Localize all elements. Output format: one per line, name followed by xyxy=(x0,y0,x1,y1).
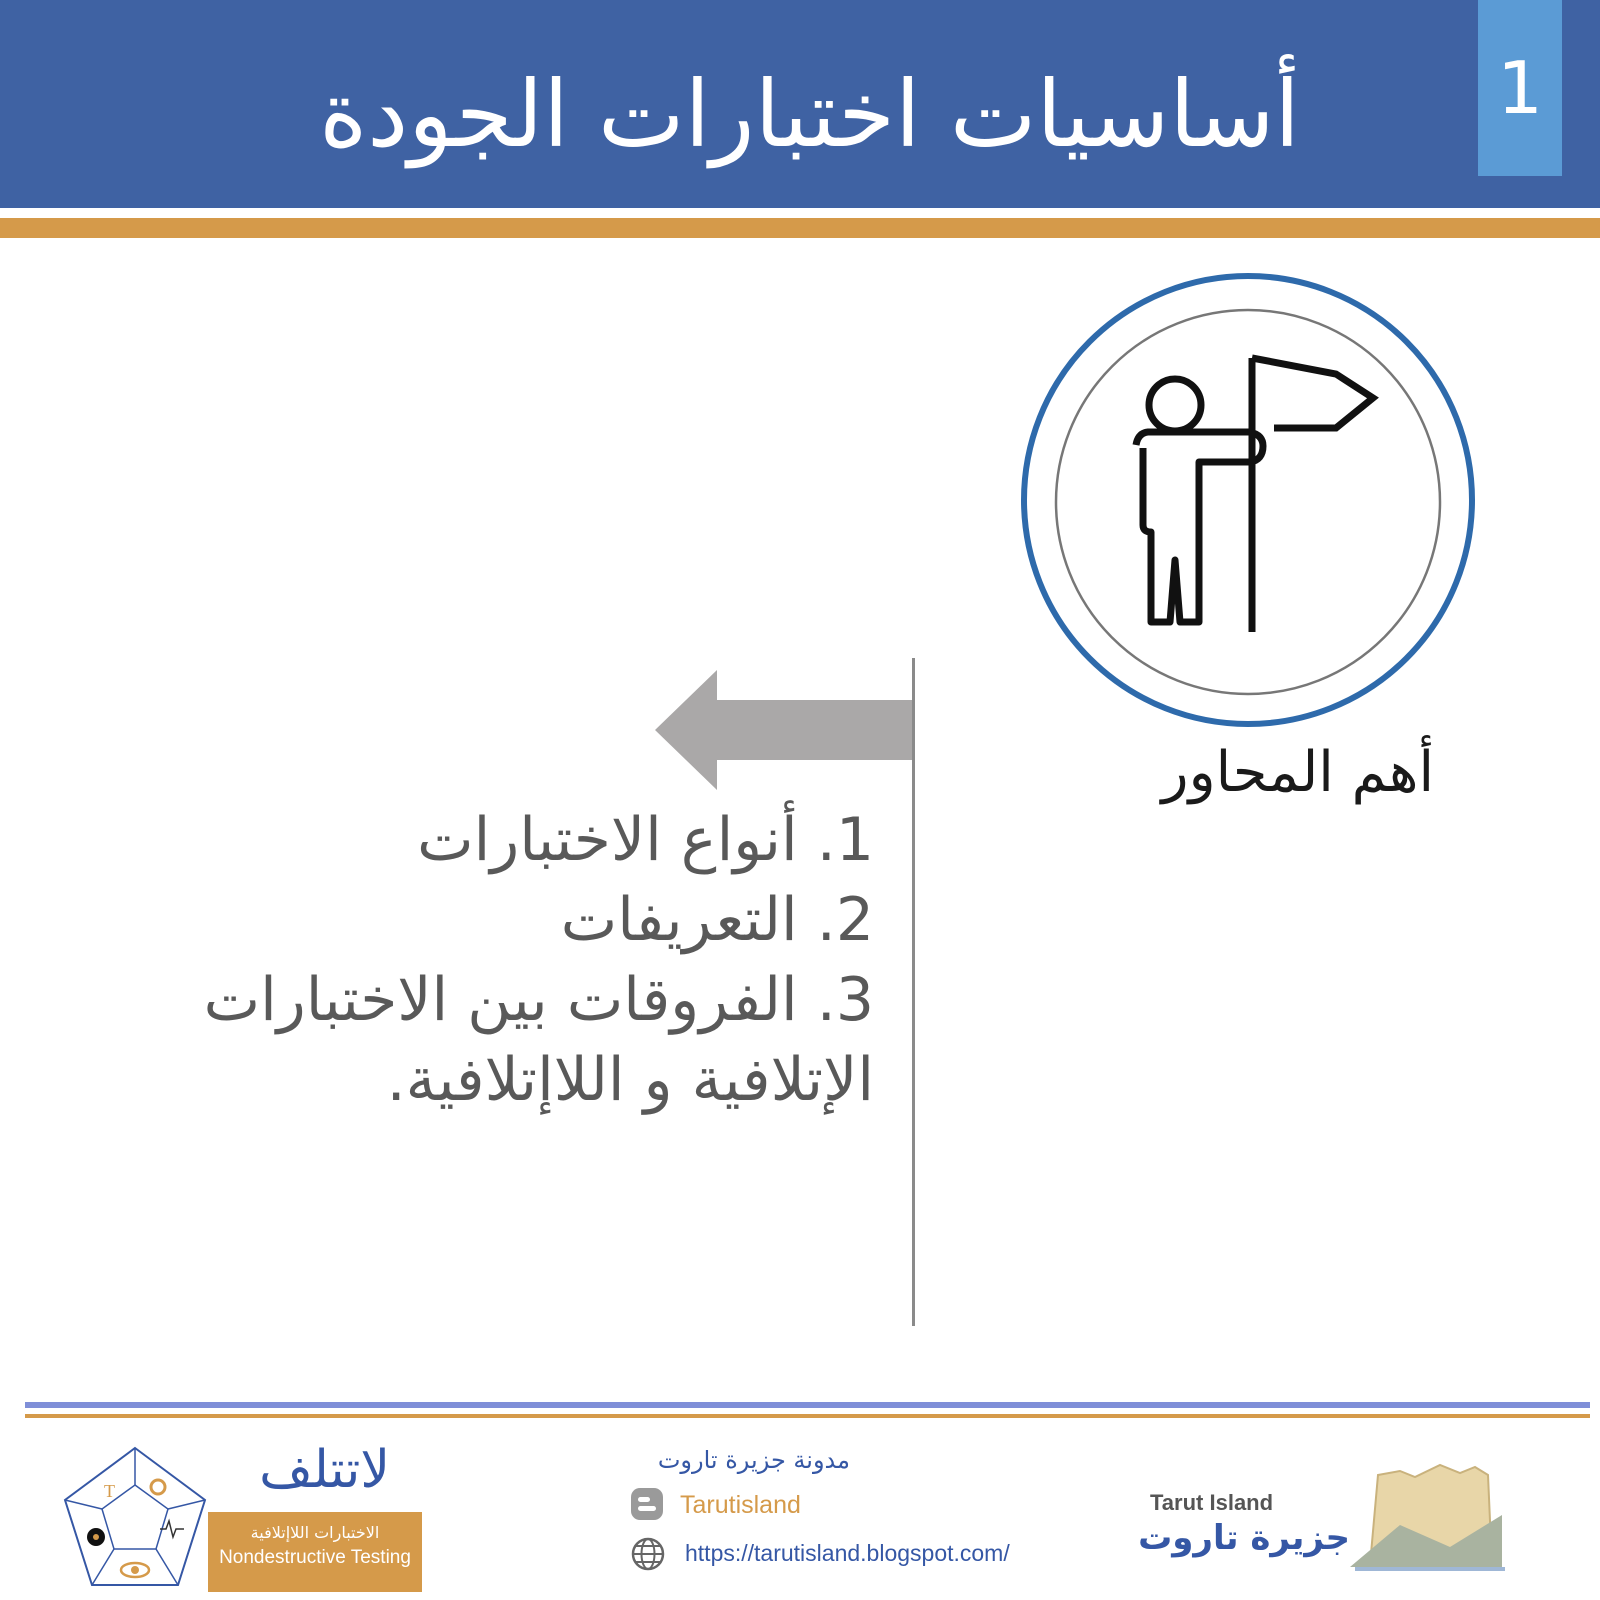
topics-list xyxy=(174,800,874,1120)
header-gap xyxy=(0,208,1600,218)
page-title: أساسيات اختبارات الجودة xyxy=(319,61,1300,168)
person-holding-flag-icon xyxy=(1018,270,1478,730)
topic-text: التعريفات xyxy=(560,885,798,955)
footer-divider-blue xyxy=(25,1402,1590,1408)
blogger-handle[interactable]: Tarutisland xyxy=(680,1491,801,1519)
footer-divider-gold xyxy=(25,1414,1590,1418)
slide-number-badge: 1 xyxy=(1478,0,1562,176)
ndt-pentagon-logo xyxy=(60,1445,210,1595)
tarut-name-english: Tarut Island xyxy=(1150,1490,1274,1515)
ndt-subtitle-box xyxy=(208,1512,422,1592)
topic-item-continuation xyxy=(174,1040,874,1120)
topic-number: 2. xyxy=(816,885,874,955)
topic-text: الفروقات بين الاختبارات xyxy=(203,965,798,1035)
topic-text: الإتلافية و اللاإتلافية. xyxy=(386,1045,874,1115)
ndt-subtitle-arabic: الاختبارات اللاإتلافية xyxy=(250,1523,380,1542)
header-divider xyxy=(0,218,1600,238)
svg-text:T: T xyxy=(104,1481,115,1501)
tarut-name-arabic: جزيرة تاروت xyxy=(1138,1518,1350,1558)
website-url[interactable]: https://tarutisland.blogspot.com/ xyxy=(685,1540,1010,1566)
topic-text: أنواع الاختبارات xyxy=(417,805,798,875)
topic-item xyxy=(174,880,874,960)
topic-item xyxy=(174,960,874,1040)
ndt-brand-title: لاتتلف xyxy=(259,1440,390,1500)
arrow-left-icon xyxy=(655,670,915,790)
topic-number: 1. xyxy=(816,805,874,875)
header-bar xyxy=(0,0,1600,208)
ndt-subtitle-english: Nondestructive Testing xyxy=(219,1547,411,1568)
topic-number: 3. xyxy=(816,965,874,1035)
topic-item xyxy=(174,800,874,880)
globe-icon xyxy=(630,1536,666,1572)
blogger-icon xyxy=(630,1487,664,1521)
blog-name: مدونة جزيرة تاروت xyxy=(657,1446,850,1474)
section-label: أهم المحاور xyxy=(1161,740,1434,805)
